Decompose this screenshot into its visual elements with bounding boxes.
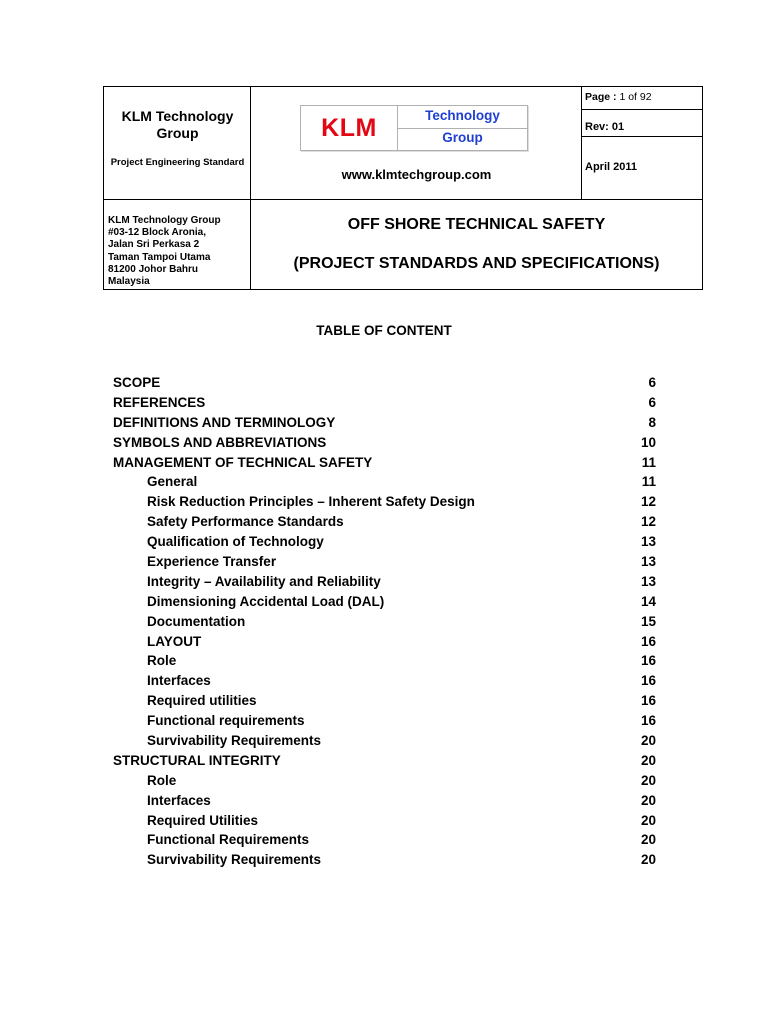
toc-entry-page: 10 (640, 434, 656, 450)
toc-entry[interactable] (0, 753, 768, 773)
toc-entry-label: Role (147, 653, 177, 669)
document-subtitle: (PROJECT STANDARDS AND SPECIFICATIONS) (293, 255, 660, 272)
toc-entry-label: SCOPE (113, 375, 161, 390)
toc-entry-label: Experience Transfer (147, 554, 277, 570)
toc-entry-page: 20 (640, 772, 656, 788)
toc-entry[interactable] (0, 415, 768, 435)
toc-entry-label: Interfaces (147, 792, 211, 808)
toc-entry-label: SYMBOLS AND ABBREVIATIONS (113, 434, 327, 450)
toc-entry-label: Functional requirements (147, 713, 305, 729)
toc-entry[interactable] (0, 793, 768, 813)
address-line: Malaysia (108, 276, 150, 288)
toc-entry[interactable] (0, 435, 768, 455)
document-type: Project Engineering Standard (110, 157, 245, 168)
toc-entry[interactable] (0, 773, 768, 793)
toc-entry-label: Safety Performance Standards (147, 514, 344, 530)
toc-entry-label: Dimensioning Accidental Load (DAL) (147, 593, 385, 609)
company-address (108, 215, 251, 288)
toc-entry-page: 16 (640, 713, 656, 729)
toc-entry-label: Required utilities (147, 693, 257, 709)
toc-entry-page: 6 (648, 375, 656, 390)
issue-date: April 2011 (585, 161, 637, 173)
toc-entry-page: 6 (648, 394, 656, 410)
address-line: KLM Technology Group (108, 215, 221, 226)
toc-entry[interactable] (0, 494, 768, 514)
toc-entry[interactable] (0, 693, 768, 713)
toc-entry-page: 13 (640, 573, 656, 589)
header-divider-middle (104, 199, 702, 200)
toc-entry-label: DEFINITIONS AND TERMINOLOGY (113, 414, 336, 430)
toc-entry[interactable] (0, 474, 768, 494)
toc-title: TABLE OF CONTENT (316, 323, 452, 338)
address-line: Jalan Sri Perkasa 2 (108, 239, 200, 251)
toc-entry-label: Functional Requirements (147, 832, 310, 848)
toc-entry-label: Survivability Requirements (147, 852, 322, 868)
toc-entry-page: 20 (640, 812, 656, 828)
toc-entry[interactable] (0, 614, 768, 634)
logo-divider-horizontal (398, 128, 527, 129)
toc-entry-label: General (147, 474, 198, 490)
toc-entry[interactable] (0, 534, 768, 554)
toc-entry-label: STRUCTURAL INTEGRITY (113, 752, 281, 768)
company-logo (300, 105, 528, 151)
toc-entry-page: 11 (641, 474, 656, 490)
toc-entry-label: Risk Reduction Principles – Inherent Safety Design (147, 494, 475, 510)
toc-entry-page: 12 (640, 494, 656, 510)
toc-entry[interactable] (0, 514, 768, 534)
toc-entry[interactable] (0, 554, 768, 574)
logo-group-text: Group (442, 130, 483, 145)
company-name: KLM Technology Group (121, 108, 234, 141)
header-divider-rev (581, 136, 702, 137)
toc-entry-page: 11 (641, 454, 656, 470)
document-title: OFF SHORE TECHNICAL SAFETY (347, 216, 606, 233)
toc-entry-label: Interfaces (147, 673, 211, 689)
toc-entry-label: Required Utilities (147, 812, 259, 828)
toc-entry-label: Integrity – Availability and Reliability (147, 573, 381, 589)
revision: Rev: 01 (585, 121, 625, 133)
toc-entry-page: 15 (640, 613, 656, 629)
toc-entry[interactable] (0, 455, 768, 475)
toc-entry[interactable] (0, 713, 768, 733)
toc-entry-page: 20 (640, 832, 656, 848)
toc-entry[interactable] (0, 574, 768, 594)
toc-entry-label: REFERENCES (113, 394, 206, 410)
company-url[interactable]: www.klmtechgroup.com (341, 167, 492, 182)
toc-entry[interactable] (0, 813, 768, 833)
toc-entry-page: 20 (640, 852, 656, 868)
toc-entry[interactable] (0, 594, 768, 614)
toc-entry-label: Qualification of Technology (147, 534, 324, 550)
toc-entry-page: 8 (648, 414, 656, 430)
toc-entry[interactable] (0, 634, 768, 654)
address-line: #03-12 Block Aronia, (108, 227, 207, 239)
toc-entry-page: 16 (640, 653, 656, 669)
toc-entry-page: 16 (640, 693, 656, 709)
toc-entry-page: 12 (640, 514, 656, 530)
toc-entry-label: Documentation (147, 613, 246, 629)
toc-entry-page: 13 (640, 554, 656, 570)
toc-entry[interactable] (0, 395, 768, 415)
toc-entry[interactable] (0, 653, 768, 673)
toc-entry[interactable] (0, 673, 768, 693)
page-value: 1 of 92 (619, 91, 652, 103)
logo-technology-text: Technology (425, 108, 500, 123)
toc-entry-page: 20 (640, 733, 656, 749)
logo-klm-text: KLM (321, 114, 377, 142)
toc-entry-label: Role (147, 772, 177, 788)
header-table (103, 86, 703, 290)
address-line: 81200 Johor Bahru (108, 263, 199, 275)
toc-entry[interactable] (0, 852, 768, 872)
table-of-contents (0, 375, 768, 872)
header-divider-right (581, 87, 582, 200)
toc-entry-label: LAYOUT (147, 633, 202, 649)
page-label: Page : (585, 91, 617, 103)
toc-entry-page: 16 (640, 633, 656, 649)
toc-entry[interactable] (0, 832, 768, 852)
toc-entry-label: MANAGEMENT OF TECHNICAL SAFETY (113, 454, 373, 470)
address-line: Taman Tampoi Utama (108, 251, 211, 263)
toc-entry-page: 20 (640, 792, 656, 808)
toc-entry-page: 20 (640, 752, 656, 768)
page-number (585, 91, 652, 103)
toc-entry-page: 14 (640, 593, 656, 609)
toc-entry-page: 16 (640, 673, 656, 689)
header-divider-page (581, 109, 702, 110)
toc-entry-label: Survivability Requirements (147, 733, 322, 749)
toc-entry-page: 13 (640, 534, 656, 550)
toc-entry[interactable] (0, 375, 768, 395)
toc-entry[interactable] (0, 733, 768, 753)
